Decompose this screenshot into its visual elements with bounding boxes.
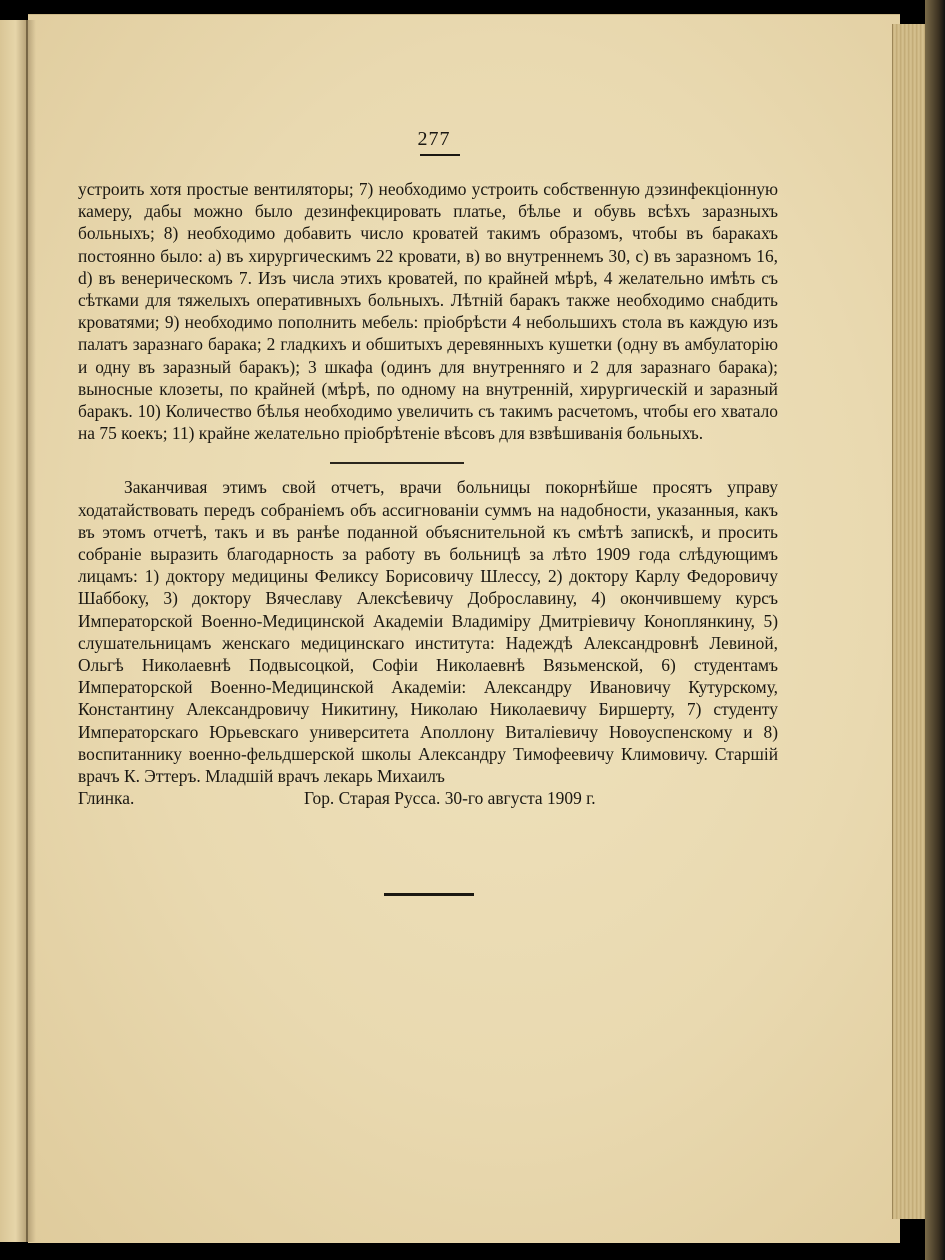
paragraph-conclusion: Заканчивая этимъ свой отчетъ, врачи больницы покорнѣйше просятъ управу ходатайствовать передъ собраніемъ объ ассигнованіи суммъ на надобности, указанныя, какъ въ этомъ отчетѣ, такъ и въ ранѣе поданной объяснительной къ смѣтѣ запискѣ, и просить собраніе выразить благодарность за работу въ больницѣ за лѣто 1909 года слѣдующимъ лицамъ: 1) доктору медицины Феликсу Борисовичу Шлессу, 2) доктору Карлу Федоровичу Шаббоку, 3) доктору Вячеславу Алексѣевичу Доброславину, 4) окончившему курсъ Императорской Военно-Медицинской Академіи Владиміру Дмитріевичу Коноплянкину, 5) слушательницамъ женскаго медицинскаго института: Надеждѣ Александровнѣ Левиной, Ольгѣ Николаевнѣ Подвысоцкой, Софіи Николаевнѣ Вязьменской, 6) студентамъ Императорской Военно-Медицинской Академіи: Александру Ивановичу Кутурскому, Константину Александровичу Никитину, Николаю Николаевичу Биршерту, 7) студенту Императорскаго Юрьевскаго университета Аполлону Виталіевичу Новоуспенскому и 8) воспитаннику военно-фельдшерской школы Александру Тимофеевичу Климовичу. Старшій врачъ К. Эттеръ. Младшій врачъ лекарь Михаилъ (78, 477, 778, 787)
section-divider (330, 462, 464, 464)
place-and-date: Гор. Старая Руcса. 30-го августа 1909 г. (304, 788, 596, 809)
signature-name-end: Глинка. (78, 788, 135, 809)
signature-line (78, 787, 778, 809)
page-content (78, 120, 778, 896)
page-stack-edge (892, 24, 927, 1219)
left-page-edge (0, 20, 28, 1242)
page-number-underline (420, 154, 460, 156)
end-divider (384, 893, 474, 896)
book-cover-edge (925, 0, 945, 1260)
spine-shadow (26, 20, 36, 1242)
paragraph-recommendations: устроить хотя простые вентиляторы; 7) необходимо устроить собственную дэзинфекціонную камеру, дабы можно было дезинфекцировать платье, бѣлье и обувь всѣхъ заразныхъ больныхъ; 8) необходимо добавить число кроватей такимъ образомъ, чтобы въ баракахъ постоянно было: а) въ хирургическимъ 22 кровати, в) во внутреннемъ 30, с) въ заразномъ 16, d) въ венерическомъ 7. Изъ числа этихъ кроватей, по крайней мѣрѣ, 4 желательно имѣть съ сѣтками для тяжелыхъ оперативныхъ больныхъ. Лѣтній баракъ также необходимо снабдить кроватями; 9) необходимо пополнить мебель: пріобрѣсти 4 небольшихъ стола въ каждую изъ палатъ заразнаго барака; 2 гладкихъ и обшитыхъ деревянныхъ кушетки (одну въ амбулаторію и одну въ заразный баракъ); 3 шкафа (одинъ для внутренняго и 2 для заразнаго барака); выносные клозеты, по крайней (мѣрѣ, по одному на внутренній, хирургическій и заразный баракъ. 10) Количество бѣлья необходимо увеличить съ такимъ расчетомъ, чтобы его хватало на 75 коекъ; 11) крайне желательно пріобрѣтеніе вѣсовъ для взвѣшиванія больныхъ. (78, 179, 778, 444)
page-number: 277 (417, 128, 451, 150)
